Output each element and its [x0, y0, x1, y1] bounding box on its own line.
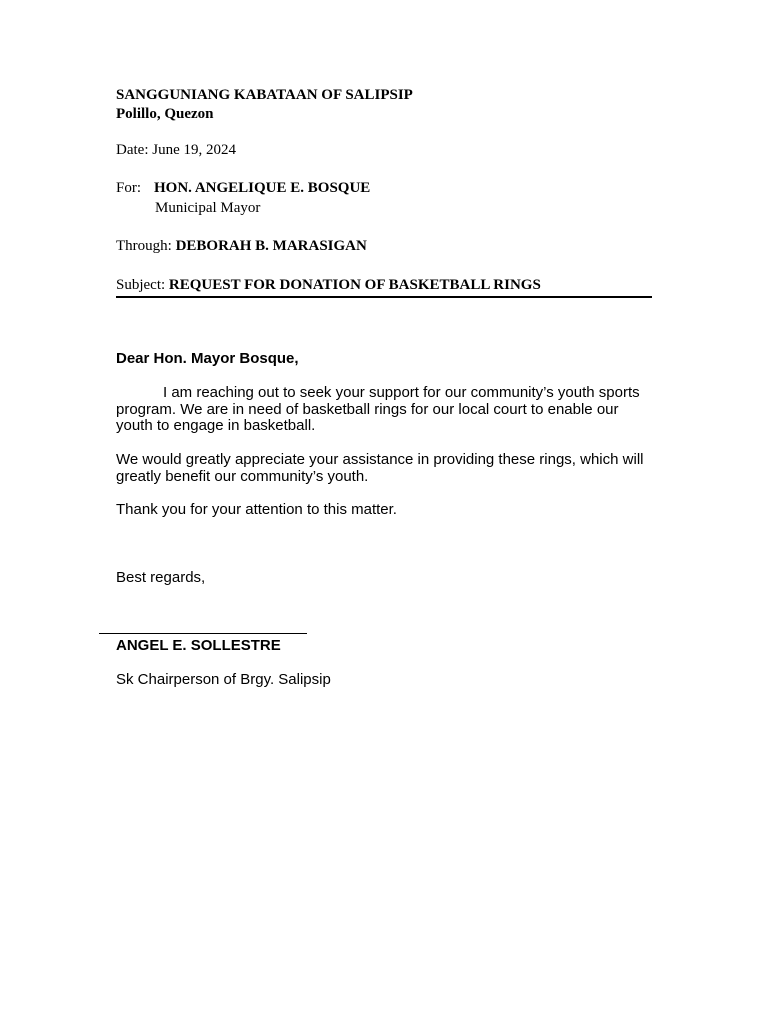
recipient-label: For:	[116, 180, 142, 196]
organization-location: Polillo, Quezon	[116, 106, 214, 122]
through-line	[116, 238, 367, 255]
body-paragraph-2: We would greatly appreciate your assistance in providing these rings, which will greatly benefit our community’s youth.	[116, 451, 644, 485]
organization-name: SANGGUNIANG KABATAAN OF SALIPSIP	[116, 87, 413, 103]
through-name: DEBORAH B. MARASIGAN	[175, 238, 367, 254]
signer-name: ANGEL E. SOLLESTRE	[116, 637, 281, 654]
date-line	[116, 142, 236, 159]
recipient-title: Municipal Mayor	[155, 200, 261, 216]
through-label: Through:	[116, 238, 172, 254]
subject-label: Subject:	[116, 277, 166, 293]
body-paragraph-1: I am reaching out to seek your support for our community’s youth sports program. We are in need of basketball rings for our local court to enable our youth to engage in basketball.	[116, 384, 640, 434]
date-value: June 19, 2024	[152, 142, 236, 158]
subject-line	[116, 277, 541, 294]
signer-title: Sk Chairperson of Brgy. Salipsip	[116, 671, 331, 688]
subject-text: REQUEST FOR DONATION OF BASKETBALL RINGS	[168, 277, 541, 293]
body-paragraph-3: Thank you for your attention to this matter.	[116, 501, 397, 518]
subject-underline	[116, 296, 652, 298]
recipient-name: HON. ANGELIQUE E. BOSQUE	[154, 180, 371, 196]
salutation: Dear Hon. Mayor Bosque,	[116, 350, 299, 367]
signature-line	[99, 633, 307, 634]
closing: Best regards,	[116, 569, 206, 586]
date-label: Date:	[116, 142, 149, 158]
